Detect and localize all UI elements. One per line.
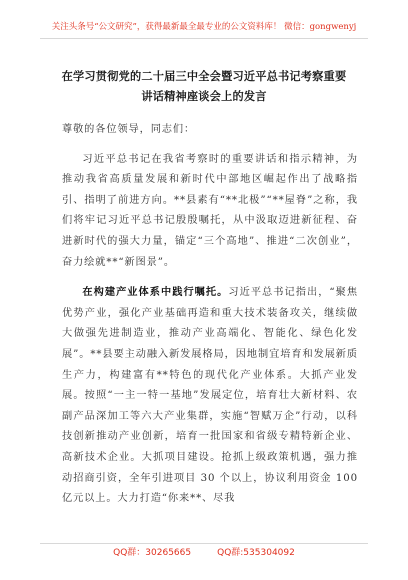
header-notice: 关注头条号“公文研究”，获得最新最全最专业的公文资料库！ 微信：gongwenyj [40, 18, 368, 39]
paragraph-industry [62, 282, 358, 510]
paragraph-text: 习近平总书记指出，“聚焦优势产业，强化产业基础再造和重大技术装备攻关，继续做大做强先进制造业，推动产业高端化、智能化、绿色化发展”。**县要主动融入新发展格局，因地制宜培育和发展新质生产力，构建富有**特色的现代化产业体系。大抓产业发展。按照“一主一特一基地”发展定位，培育壮大新材料、农副产品深加工等六大产业集群，实施“智赋万企”行动，以科技创新推动产业创新，培育一批国家和省级专精特新企业、高新技术企业。大抓项目建设。抢抓上级政策机遇，强力推动招商引资，全年引进项目 30 个以上，协议利用资金 100 亿元以上。大力打造“你来**、尽我 [62, 287, 358, 505]
qq-group-2: QQ群:535304092 [217, 548, 295, 558]
paragraph-lead: 在构建产业体系中践行嘱托。 [82, 286, 229, 299]
paragraph-intro: 习近平总书记在我省考察时的重要讲话和指示精神，为推动我省高质量发展和新时代中部地区崛起作出了战略指引、指明了前进方向。**县素有“**北极”“**屋脊”之称，我们将牢记习近平总书记殷殷嘱托，从中汲取迈进新征程、奋进新时代的强大力量，锚定“三个高地”、推进“二次创业”，奋力绘就**“新图景”。 [62, 153, 358, 268]
salutation: 尊敬的各位领导，同志们： [62, 124, 196, 135]
document-title [30, 66, 378, 106]
title-line-1: 在学习贯彻党的二十届三中全会暨习近平总书记考察重要 [61, 69, 347, 83]
qq-group-1: QQ群：30265665 [113, 548, 192, 558]
title-line-2: 讲话精神座谈会上的发言 [141, 89, 267, 103]
footer-contacts [40, 543, 368, 562]
document-body [62, 120, 358, 510]
